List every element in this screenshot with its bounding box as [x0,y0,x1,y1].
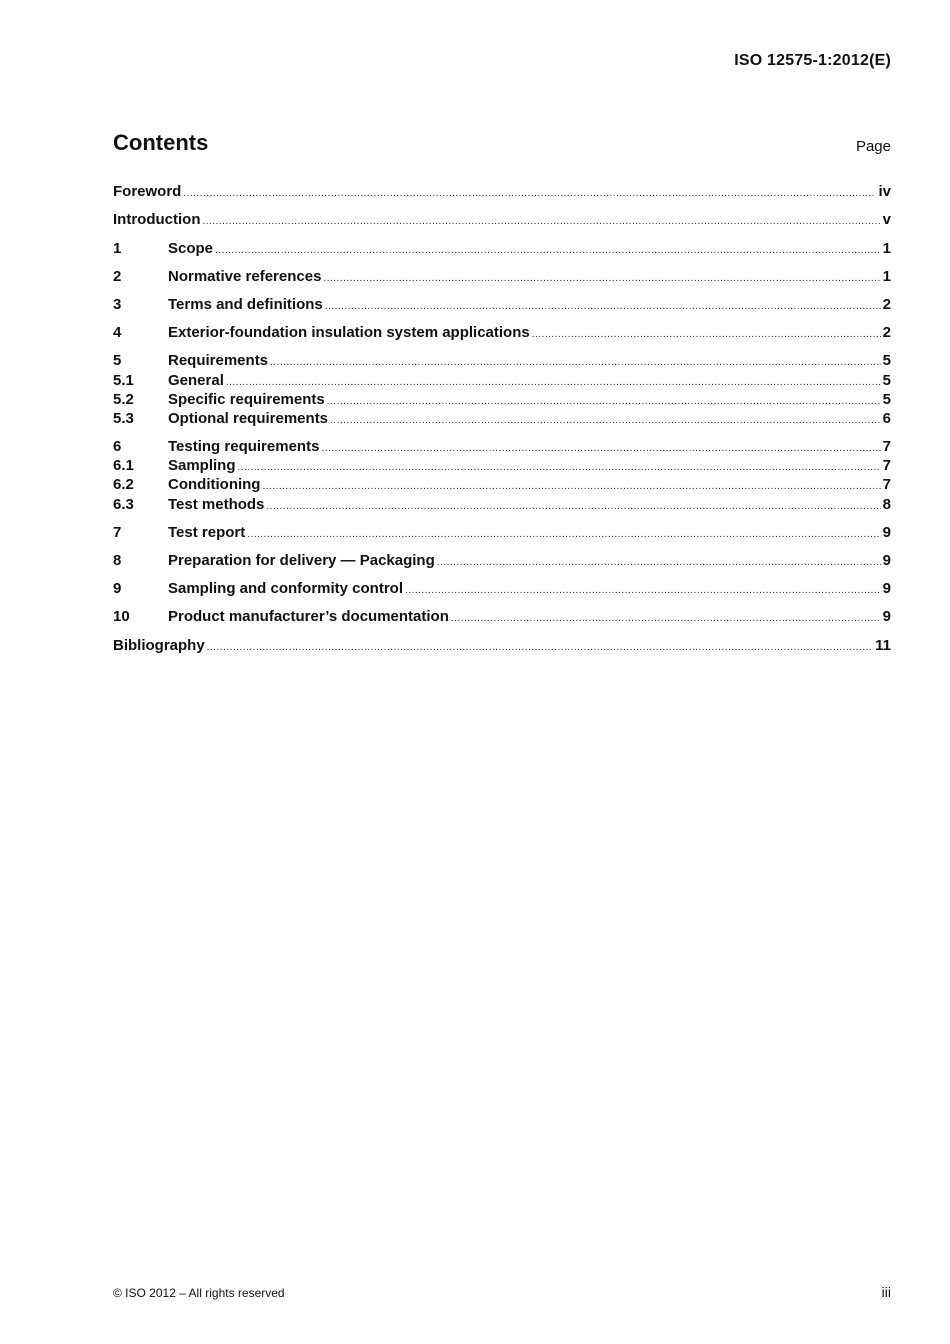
toc-dot-leader [202,216,880,227]
toc-dot-leader [437,557,881,568]
toc-dot-leader [270,357,881,368]
toc-dot-leader [226,377,881,388]
toc-entry-page: 9 [882,608,891,625]
toc-dot-leader [215,245,881,256]
copyright-notice: © ISO 2012 – All rights reserved [113,1286,285,1300]
toc-entry-6[interactable] [113,438,891,457]
page-number: iii [881,1284,891,1300]
toc-entry-number: 7 [113,524,122,541]
toc-entry-6-3[interactable] [113,496,891,515]
toc-entry-page: 6 [882,410,891,427]
toc-entry-7[interactable] [113,524,891,543]
toc-entry-page: 1 [882,268,891,285]
toc-entry-title: Requirements [168,352,269,369]
toc-entry-page: iv [878,183,891,200]
toc-entry-6-2[interactable] [113,476,891,495]
toc-entry-title: General [168,372,224,389]
toc-entry-number: 1 [113,240,122,257]
toc-entry-number: 5.2 [113,391,134,408]
toc-entry-number: 9 [113,580,122,597]
toc-entry-page: 7 [882,457,891,474]
document-id: ISO 12575-1:2012(E) [734,52,891,69]
toc-entry-bibliography[interactable] [113,637,891,656]
toc-entry-5-1[interactable] [113,372,891,391]
toc-entry-title: Optional requirements [168,410,329,427]
toc-entry-number: 5 [113,352,122,369]
toc-entry-6-1[interactable] [113,457,891,476]
toc-entry-number: 3 [113,296,122,313]
toc-entry-1[interactable] [113,240,891,259]
toc-dot-leader [532,329,881,340]
toc-entry-title: Bibliography [113,637,205,654]
toc-entry-9[interactable] [113,580,891,599]
toc-entry-8[interactable] [113,552,891,571]
toc-entry-4[interactable] [113,324,891,343]
toc-entry-3[interactable] [113,296,891,315]
page-column-label: Page [855,138,891,155]
toc-entry-2[interactable] [113,268,891,287]
toc-entry-title: Preparation for delivery — Packaging [168,552,435,569]
toc-entry-number: 5.3 [113,410,134,427]
toc-dot-leader [266,501,880,512]
toc-entry-title: Normative references [168,268,322,285]
toc-dot-leader [321,443,880,454]
toc-entry-5-3[interactable] [113,410,891,429]
toc-entry-number: 6.1 [113,457,134,474]
toc-dot-leader [183,188,876,199]
toc-entry-page: 2 [882,296,891,313]
toc-entry-title: Foreword [113,183,182,200]
contents-title: Contents [113,130,209,155]
toc-entry-title: Introduction [113,211,201,228]
toc-entry-page: 11 [875,637,891,654]
toc-entry-title: Terms and definitions [168,296,323,313]
toc-entry-page: 9 [882,580,891,597]
toc-entry-page: 5 [882,352,891,369]
toc-entry-page: 1 [882,240,891,257]
toc-entry-page: 7 [882,438,891,455]
toc-entry-title: Test report [168,524,246,541]
toc-entry-page: 9 [882,524,891,541]
toc-entry-number: 8 [113,552,122,569]
toc-entry-page: 8 [882,496,891,513]
toc-entry-title: Sampling and conformity control [168,580,404,597]
toc-entry-5-2[interactable] [113,391,891,410]
toc-dot-leader [451,613,881,624]
toc-dot-leader [325,301,881,312]
toc-entry-page: 2 [882,324,891,341]
toc-dot-leader [330,415,881,426]
toc-entry-title: Product manufacturer’s documentation [168,608,449,625]
toc-dot-leader [262,481,880,492]
toc-entry-page: v [882,211,891,228]
toc-dot-leader [327,396,881,407]
toc-entry-number: 6.3 [113,496,134,513]
toc-entry-title: Specific requirements [168,391,325,408]
toc-entry-page: 7 [882,476,891,493]
toc-dot-leader [238,462,881,473]
toc-entry-title: Test methods [168,496,265,513]
toc-entry-introduction[interactable] [113,211,891,230]
toc-entry-page: 9 [882,552,891,569]
toc-entry-foreword[interactable] [113,183,891,202]
toc-entry-title: Exterior-foundation insulation system applications [168,324,530,341]
toc-entry-title: Testing requirements [168,438,320,455]
toc-entry-number: 5.1 [113,372,134,389]
toc-dot-leader [405,585,881,596]
toc-dot-leader [207,642,873,653]
toc-entry-page: 5 [882,372,891,389]
toc-entry-title: Scope [168,240,214,257]
toc-entry-10[interactable] [113,608,891,627]
toc-entry-title: Conditioning [168,476,261,493]
toc-entry-number: 4 [113,324,122,341]
toc-entry-number: 6.2 [113,476,134,493]
toc-dot-leader [323,273,880,284]
toc-entry-5[interactable] [113,352,891,371]
toc-entry-title: Sampling [168,457,236,474]
toc-entry-number: 2 [113,268,122,285]
toc-entry-number: 10 [113,608,130,625]
toc-entry-number: 6 [113,438,122,455]
toc-entry-page: 5 [882,391,891,408]
toc-dot-leader [247,529,880,540]
